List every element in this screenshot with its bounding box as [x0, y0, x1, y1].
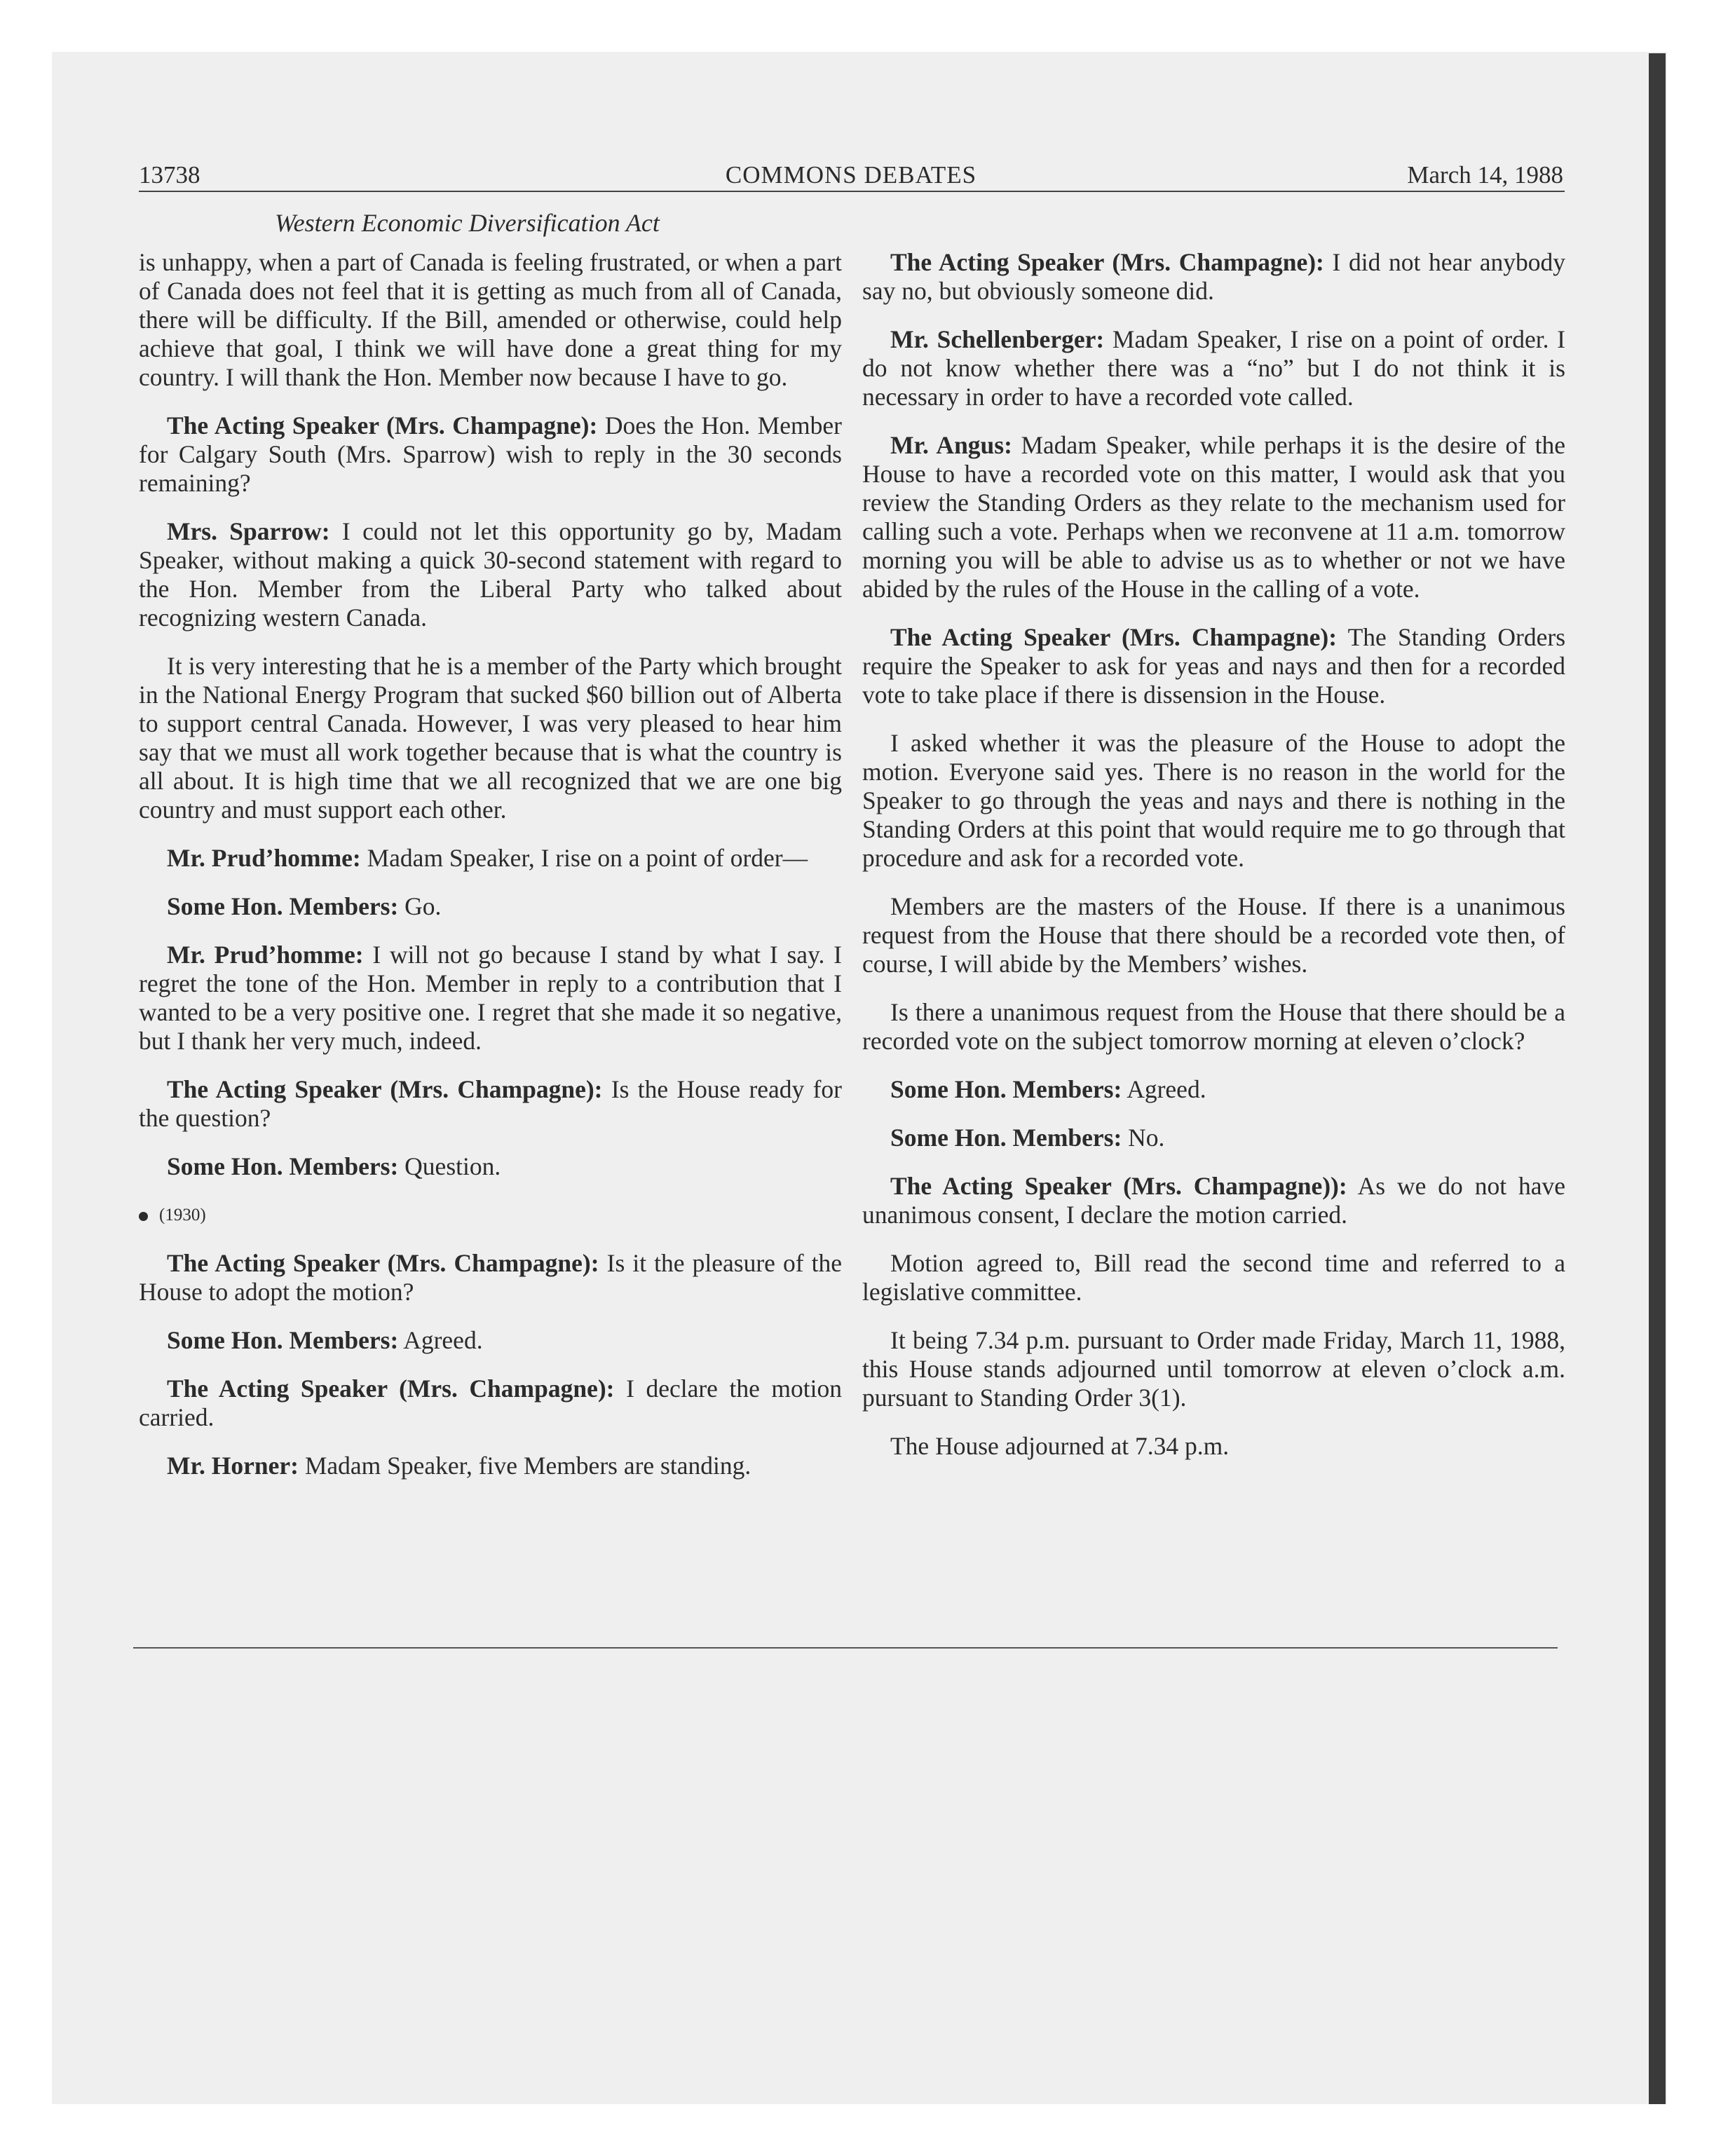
speaker-name: Mr. Horner: [167, 1452, 299, 1480]
paragraph-text: Is there a unanimous request from the House that there should be a recorded vote on the subject tomorrow morning at eleven o’clock? [862, 998, 1565, 1055]
paragraph-text: I did not hear anybody say no, but obviously someone did. [862, 248, 1566, 305]
paragraph-text: Does the Hon. Member for Calgary South (Mrs. Sparrow) wish to reply in the 30 seconds remaining? [139, 411, 842, 497]
scan-edge-bar [1649, 53, 1666, 2104]
paragraph-text: Madam Speaker, five Members are standing. [304, 1452, 751, 1480]
speaker-name: The Acting Speaker (Mrs. Champagne): [167, 411, 598, 439]
publication-title: COMMONS DEBATES [725, 161, 977, 189]
paragraph [862, 729, 1565, 873]
speaker-name: Some Hon. Members: [167, 892, 399, 920]
paragraph-text: I declare the motion carried. [139, 1374, 843, 1431]
paragraph-text: is unhappy, when a part of Canada is feeling frustrated, or when a part of Canada does not feel that it is getting as much from all of Canada, there will be difficulty. If the Bill, amended or otherwise, could help achieve that goal, I think we will have done a great thing for my country. I will thank the Hon. Member now because I have to go. [139, 248, 842, 391]
paragraph-text: Madam Speaker, while perhaps it is the desire of the House to have a recorded vote on this matter, I would ask that you review the Standing Orders as they relate to the mechanism used for calling such a vote. Perhaps when we reconvene at 11 a.m. tomorrow morning you will be able to advise us as to whether or not we have abided by the rules of the House in the calling of a vote. [862, 431, 1566, 603]
paragraph [139, 248, 842, 392]
paragraph-text: Motion agreed to, Bill read the second time and referred to a legislative committee. [862, 1249, 1565, 1306]
speaker-name: Mr. Angus: [890, 431, 1012, 459]
speaker-name: Some Hon. Members: [167, 1152, 399, 1180]
right-column [862, 248, 1565, 1480]
paragraph [862, 248, 1565, 306]
paragraph-text: Members are the masters of the House. If there is a unanimous request from the House that there should be a recorded vote then, of course, I will abide by the Members’ wishes. [862, 892, 1565, 978]
paragraph-text: No. [1128, 1124, 1165, 1152]
paragraph-text: It is very interesting that he is a member of the Party which brought in the National Energy Program that sucked $60 billion out of Alberta to support central Canada. However, I was very pleased to hear him say that we must all work together because that is what the country is all about. It is high time that we all recognized that we are one big country and must support each other. [139, 652, 842, 824]
paragraph-text: Agreed. [1127, 1075, 1206, 1103]
speaker-name: Some Hon. Members: [890, 1075, 1122, 1103]
paragraph-text: As we do not have unanimous consent, I declare the motion carried. [862, 1172, 1565, 1229]
paragraph [862, 892, 1565, 978]
paragraph [139, 652, 842, 824]
speaker-name: The Acting Speaker (Mrs. Champagne): [167, 1075, 603, 1103]
paragraph-text: Madam Speaker, I rise on a point of order. I do not know whether there was a “no” but I do not think it is necessary in order to have a recorded vote called. [862, 325, 1565, 411]
speaker-name: Mr. Prud’homme: [167, 844, 361, 872]
speaker-name: The Acting Speaker (Mrs. Champagne)): [890, 1172, 1347, 1200]
paragraph [139, 941, 842, 1056]
paragraph [139, 1452, 842, 1480]
paragraph-text: I asked whether it was the pleasure of the House to adopt the motion. Everyone said yes. There is no reason in the world for the Speaker to go through the yeas and nays and there is nothing in the Standing Orders at this point that would require me to go through that procedure and ask for a recorded vote. [862, 729, 1565, 872]
speaker-name: The Acting Speaker (Mrs. Champagne): [890, 248, 1324, 276]
speaker-name: The Acting Speaker (Mrs. Champagne): [890, 623, 1338, 651]
paragraph [139, 1075, 842, 1133]
paragraph-text: Question. [404, 1152, 501, 1180]
paragraph [139, 517, 842, 632]
speaker-name: Some Hon. Members: [167, 1326, 399, 1354]
paragraph [862, 998, 1565, 1056]
time-marker [139, 1201, 842, 1229]
bottom-rule [133, 1647, 1558, 1649]
paragraph [139, 1152, 842, 1181]
paragraph [139, 892, 842, 921]
page-header [139, 160, 1563, 191]
paragraph-text: Is it the pleasure of the House to adopt the motion? [139, 1249, 842, 1306]
paragraph-text: I will not go because I stand by what I say. I regret the tone of the Hon. Member in reply to a contribution that I wanted to be a very positive one. I regret that she made it so negative, but I thank her very much, indeed. [139, 941, 842, 1055]
bullet-icon [139, 1212, 148, 1221]
speaker-name: Some Hon. Members: [890, 1124, 1122, 1152]
speaker-name: The Acting Speaker (Mrs. Champagne): [167, 1374, 615, 1403]
paragraph [862, 1326, 1565, 1412]
speaker-name: Mrs. Sparrow: [167, 517, 330, 545]
paragraph [862, 325, 1565, 411]
page-number: 13738 [139, 161, 200, 189]
paragraph-text: The House adjourned at 7.34 p.m. [890, 1432, 1230, 1460]
paragraph [139, 411, 842, 498]
running-head: Western Economic Diversification Act [275, 209, 660, 237]
speaker-name: The Acting Speaker (Mrs. Champagne): [167, 1249, 599, 1277]
paragraph [862, 623, 1565, 709]
paragraph-text: The Standing Orders require the Speaker to ask for yeas and nays and then for a recorded vote to take place if there is dissension in the House. [862, 623, 1566, 709]
paragraph [862, 1172, 1565, 1229]
paragraph [139, 1249, 842, 1306]
paragraph [862, 1124, 1565, 1152]
paragraph-text: I could not let this opportunity go by, Madam Speaker, without making a quick 30-second statement with regard to the Hon. Member from the Liberal Party who talked about recognizing western Canada. [139, 517, 842, 632]
header-rule [139, 191, 1565, 192]
speaker-name: Mr. Schellenberger: [890, 325, 1105, 353]
left-column [139, 248, 842, 1500]
paragraph [862, 1075, 1565, 1104]
paragraph-text: Madam Speaker, I rise on a point of order— [367, 844, 808, 872]
paragraph [862, 1249, 1565, 1306]
paragraph [862, 1432, 1565, 1461]
paragraph-text: It being 7.34 p.m. pursuant to Order made Friday, March 11, 1988, this House stands adjourned until tomorrow at eleven o’clock a.m. pursuant to Standing Order 3(1). [862, 1326, 1565, 1412]
paragraph-text: Is the House ready for the question? [139, 1075, 843, 1132]
paragraph [139, 1374, 842, 1432]
time-marker-text: (1930) [159, 1206, 206, 1224]
paragraph-text: Agreed. [403, 1326, 483, 1354]
paragraph [139, 1326, 842, 1355]
speaker-name: Mr. Prud’homme: [167, 941, 364, 969]
paragraph-text: Go. [404, 892, 442, 920]
paragraph [862, 431, 1565, 603]
publication-date: March 14, 1988 [1407, 161, 1563, 189]
paragraph [139, 844, 842, 873]
